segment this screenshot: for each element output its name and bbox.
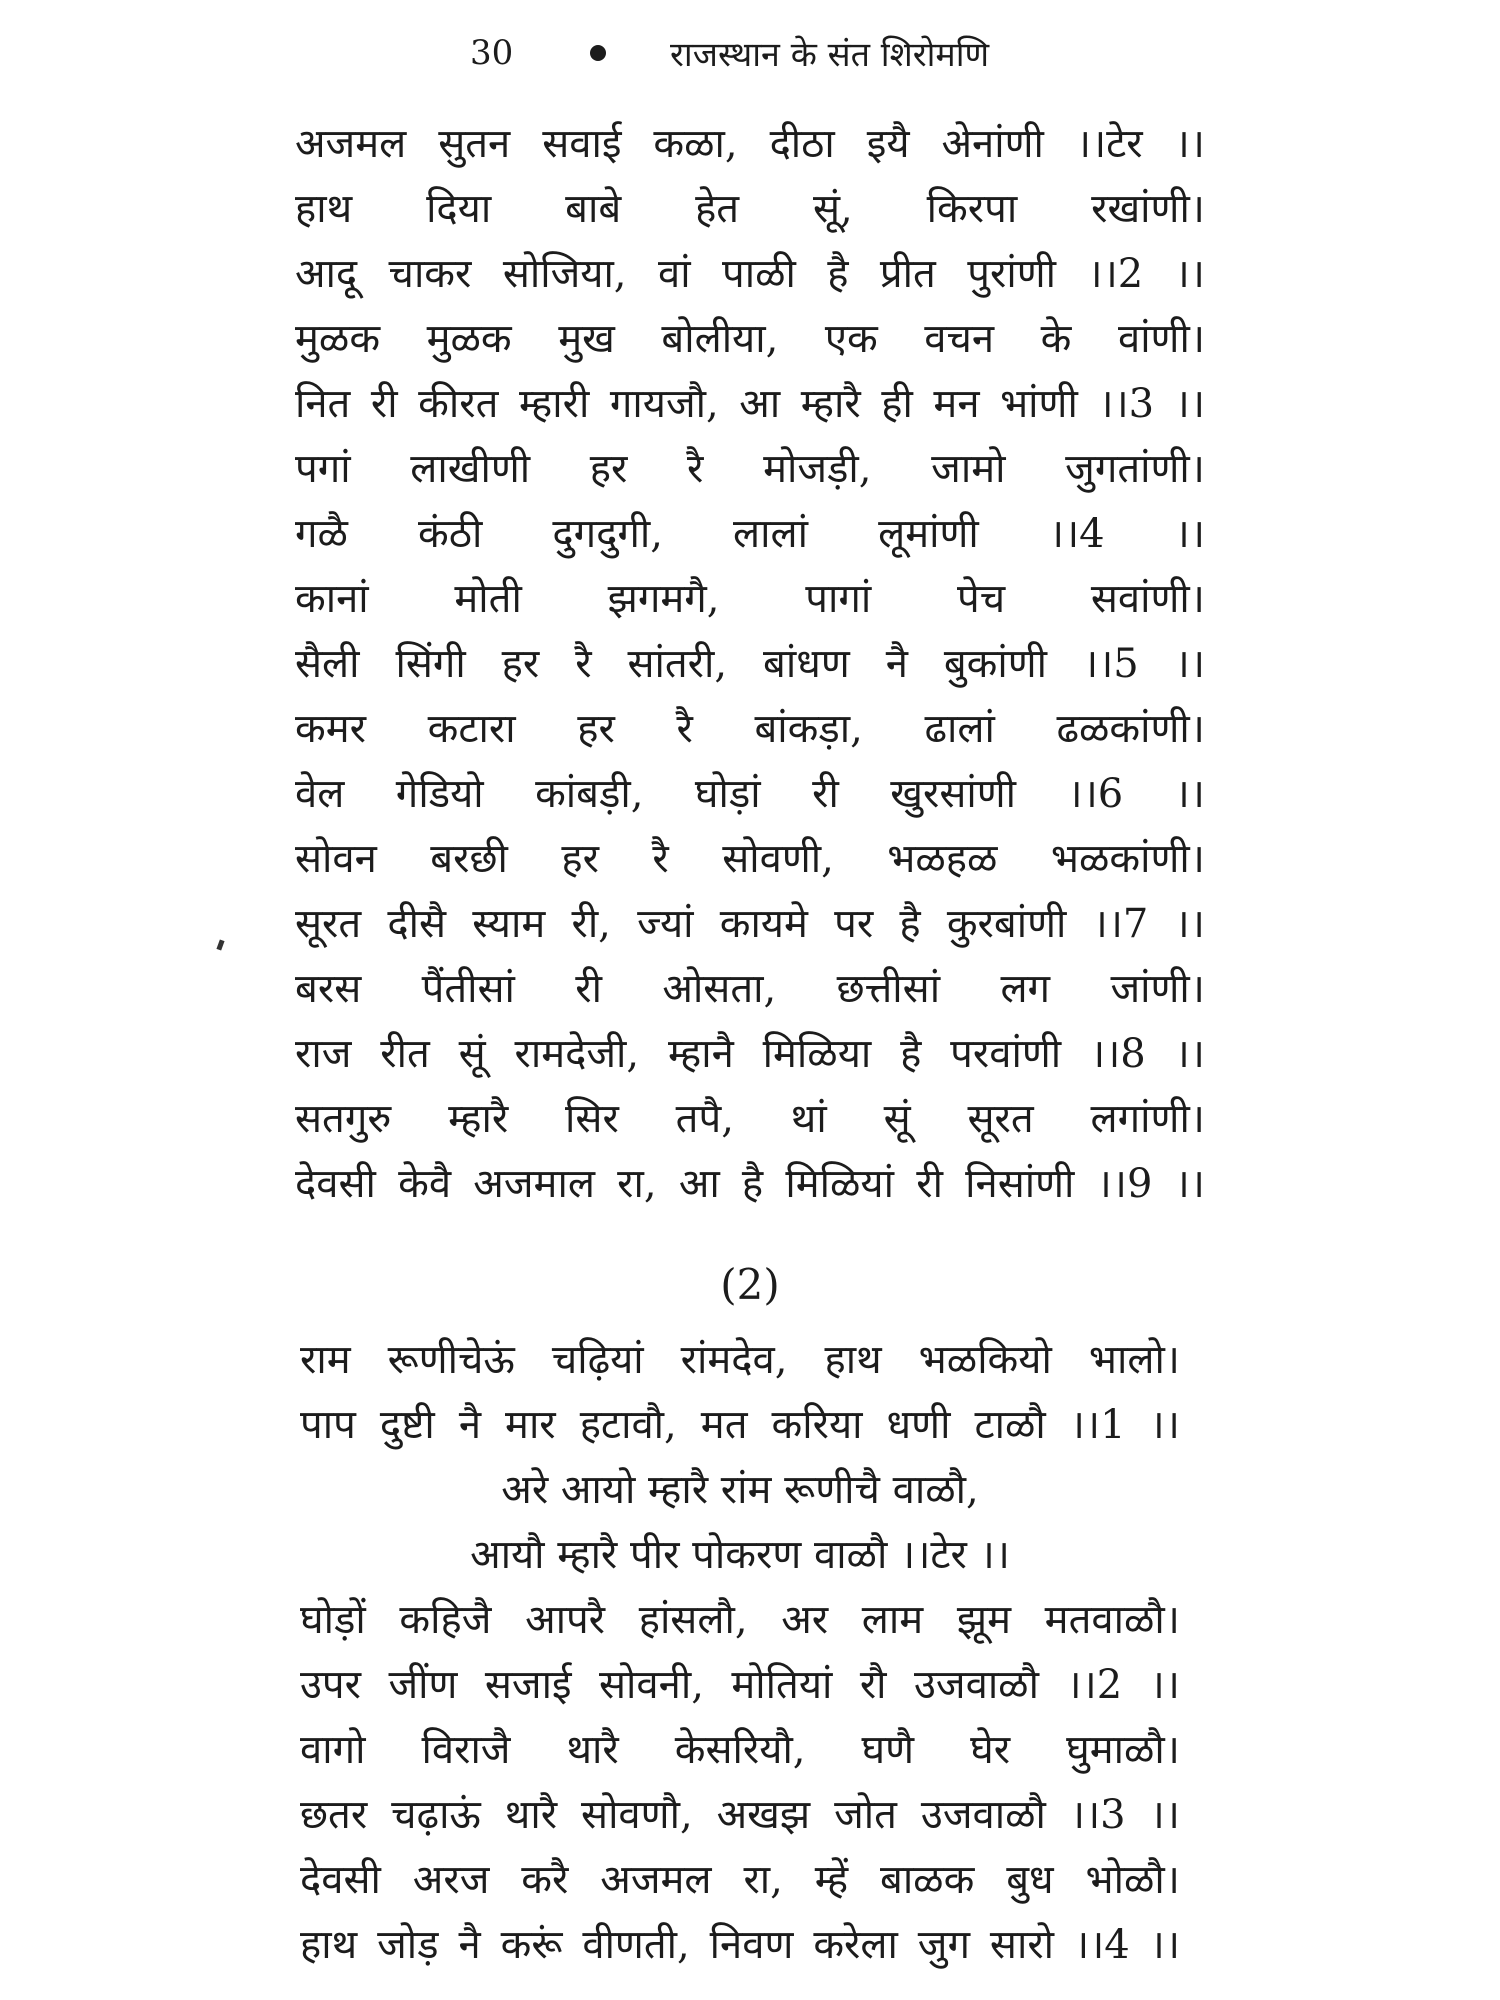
poem-1-line: नित री कीरत म्हारी गायजौ, आ म्हारै ही मन भांणी ।।3 ।। bbox=[295, 381, 1205, 427]
poem-1-line: राज रीत सूं रामदेजी, म्हानै मिळिया है परवांणी ।।8 ।। bbox=[295, 1031, 1205, 1077]
poem-1-line: मुळक मुळक मुख बोलीया, एक वचन के वांणी। bbox=[295, 316, 1205, 362]
poem-1-line: बरस पैंतीसां री ओसता, छत्तीसां लग जांणी। bbox=[295, 966, 1205, 1012]
poem-1-line: अजमल सुतन सवाई कळा, दीठा इयै अेनांणी ।।टेर ।। bbox=[295, 121, 1205, 167]
poem-2-line: उपर जींण सजाई सोवनी, मोतियां रौ उजवाळौ ।।2 ।। bbox=[300, 1662, 1180, 1708]
page-number: 30 bbox=[470, 33, 514, 73]
poem-1-line: सोवन बरछी हर रै सोवणी, भळहळ भळकांणी। bbox=[295, 836, 1205, 882]
poem-1-line: आदू चाकर सोजिया, वां पाळी है प्रीत पुरांणी ।।2 ।। bbox=[295, 251, 1205, 297]
poem-1 bbox=[295, 112, 1205, 1217]
poem-1-line: गळै कंठी दुगदुगी, लालां लूमांणी ।।4 ।। bbox=[295, 511, 1205, 557]
poem-2-refrain-line: अरे आयो म्हारै रांम रूणीचै वाळौ, bbox=[501, 1467, 979, 1513]
section-number: (2) bbox=[720, 1260, 780, 1309]
poem-1-line: सतगुरु म्हारै सिर तपै, थां सूं सूरत लगांणी। bbox=[295, 1096, 1205, 1142]
poem-2-line: राम रूणीचेऊं चढ़ियां रांमदेव, हाथ भळकियो भालो। bbox=[300, 1337, 1180, 1383]
poem-2-line: छतर चढ़ाऊं थारै सोवणौ, अखझ जोत उजवाळौ ।।3 ।। bbox=[300, 1792, 1180, 1838]
poem-2-line: घोड़ों कहिजै आपरै हांसलौ, अर लाम झूम मतवाळौ। bbox=[300, 1597, 1180, 1643]
poem-1-line: हाथ दिया बाबे हेत सूं, किरपा रखांणी। bbox=[295, 186, 1205, 232]
poem-1-line: पगां लाखीणी हर रै मोजड़ी, जामो जुगतांणी। bbox=[295, 446, 1205, 492]
poem-1-line: देवसी केवै अजमाल रा, आ है मिळियां री निसांणी ।।9 ।। bbox=[295, 1161, 1205, 1207]
page-header bbox=[470, 28, 1110, 78]
poem-1-line: वेल गेडियो कांबड़ी, घोड़ां री खुरसांणी ।।6 ।। bbox=[295, 771, 1205, 817]
poem-1-line: कमर कटारा हर रै बांकड़ा, ढालां ढळकांणी। bbox=[295, 706, 1205, 752]
poem-2-refrain-line: आयौ म्हारै पीर पोकरण वाळौ ।।टेर ।। bbox=[470, 1532, 1010, 1578]
poem-2-stanzas bbox=[300, 1588, 1180, 1978]
poem-2-line: देवसी अरज करै अजमल रा, म्हें बाळक बुध भोळौ। bbox=[300, 1857, 1180, 1903]
running-title: राजस्थान के संत शिरोमणि bbox=[670, 35, 990, 75]
poem-2-refrain bbox=[300, 1458, 1180, 1588]
stray-mark bbox=[216, 939, 224, 950]
poem-1-line: सूरत दीसै स्याम री, ज्यां कायमे पर है कुरबांणी ।।7 ।। bbox=[295, 901, 1205, 947]
poem-1-line: कानां मोती झगमगै, पागां पेच सवांणी। bbox=[295, 576, 1205, 622]
poem-2-line: पाप दुष्टी नै मार हटावौ, मत करिया धणी टाळौ ।।1 ।। bbox=[300, 1402, 1180, 1448]
poem-2-line: वागो विराजै थारै केसरियौ, घणै घेर घुमाळौ। bbox=[300, 1727, 1180, 1773]
poem-2-opening bbox=[300, 1328, 1180, 1458]
poem-1-line: सैली सिंगी हर रै सांतरी, बांधण नै बुकांणी ।।5 ।। bbox=[295, 641, 1205, 687]
poem-2-line: हाथ जोड़ नै करूं वीणती, निवण करेला जुग सारो ।।4 ।। bbox=[300, 1922, 1180, 1968]
bullet-icon bbox=[590, 45, 606, 61]
